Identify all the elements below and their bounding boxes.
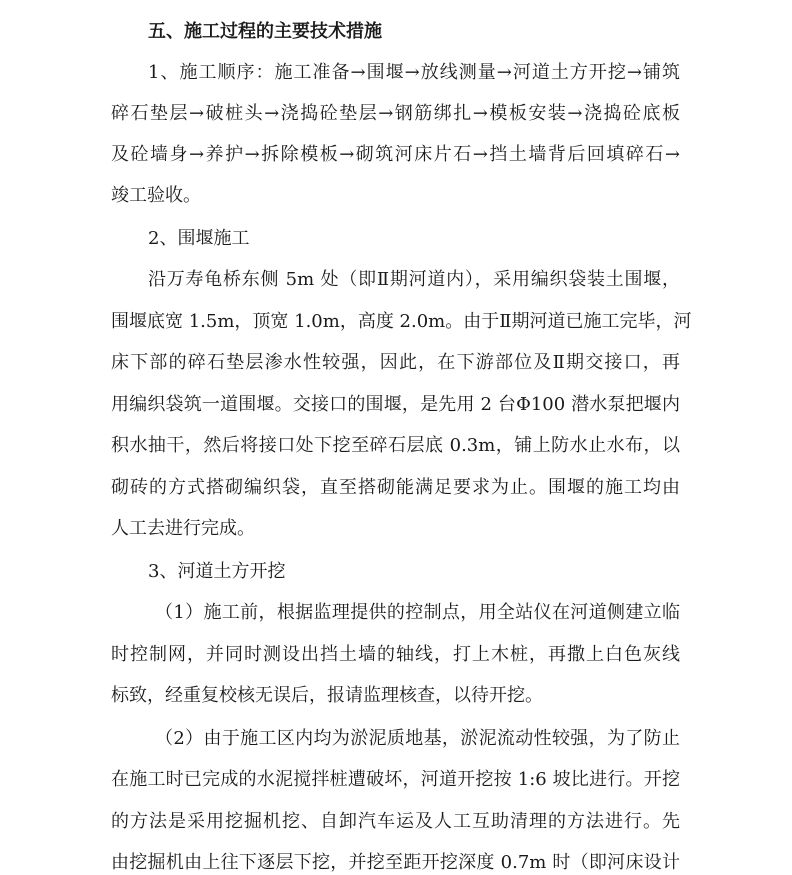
excavation-p2-line-2: 在施工时已完成的水泥搅拌桩遭破坏，河道开挖按 1:6 坡比进行。开挖 [111, 769, 680, 790]
cofferdam-line-3: 床下部的碎石垫层渗水性较强，因此，在下游部位及Ⅱ期交接口，再 [111, 352, 680, 373]
section-heading: 五、施工过程的主要技术措施 [148, 21, 382, 42]
sequence-line-4: 竣工验收。 [111, 185, 201, 206]
excavation-p2-line-3: 的方法是采用挖掘机挖、自卸汽车运及人工互助清理的方法进行。先 [111, 811, 680, 832]
cofferdam-line-7: 人工去进行完成。 [111, 518, 255, 539]
cofferdam-heading: 2、围堰施工 [148, 228, 250, 249]
excavation-heading: 3、河道土方开挖 [148, 561, 286, 582]
excavation-p1-line-2: 时控制网，并同时测设出挡土墙的轴线，打上木桩，再撒上白色灰线 [111, 644, 680, 665]
sequence-line-1: 1、施工顺序：施工准备→围堰→放线测量→河道土方开挖→铺筑 [148, 62, 680, 83]
sequence-line-2: 碎石垫层→破桩头→浇捣砼垫层→钢筋绑扎→模板安装→浇捣砼底板 [111, 103, 680, 124]
sequence-line-3: 及砼墙身→养护→拆除模板→砌筑河床片石→挡土墙背后回填碎石→ [111, 144, 680, 165]
excavation-p2-line-4: 由挖掘机由上往下逐层下挖，并挖至距开挖深度 0.7m 时（即河床设计 [111, 852, 680, 873]
cofferdam-line-1: 沿万寿龟桥东侧 5m 处（即Ⅱ期河道内），采用编织袋装土围堰， [148, 269, 680, 290]
cofferdam-line-5: 积水抽干，然后将接口处下挖至碎石层底 0.3m，铺上防水止水布，以 [111, 435, 680, 456]
cofferdam-line-2: 围堰底宽 1.5m，顶宽 1.0m，高度 2.0m。由于Ⅱ期河道已施工完毕，河 [111, 311, 692, 332]
excavation-p1-line-1: （1）施工前，根据监理提供的控制点，用全站仪在河道侧建立临 [155, 602, 680, 623]
excavation-p1-line-3: 标致，经重复校核无误后，报请监理核查，以待开挖。 [111, 685, 543, 706]
excavation-p2-line-1: （2）由于施工区内均为淤泥质地基，淤泥流动性较强，为了防止 [155, 728, 680, 749]
cofferdam-line-4: 用编织袋筑一道围堰。交接口的围堰，是先用 2 台Φ100 潜水泵把堰内 [111, 394, 680, 415]
cofferdam-line-6: 砌砖的方式搭砌编织袋，直至搭砌能满足要求为止。围堰的施工均由 [111, 477, 680, 498]
